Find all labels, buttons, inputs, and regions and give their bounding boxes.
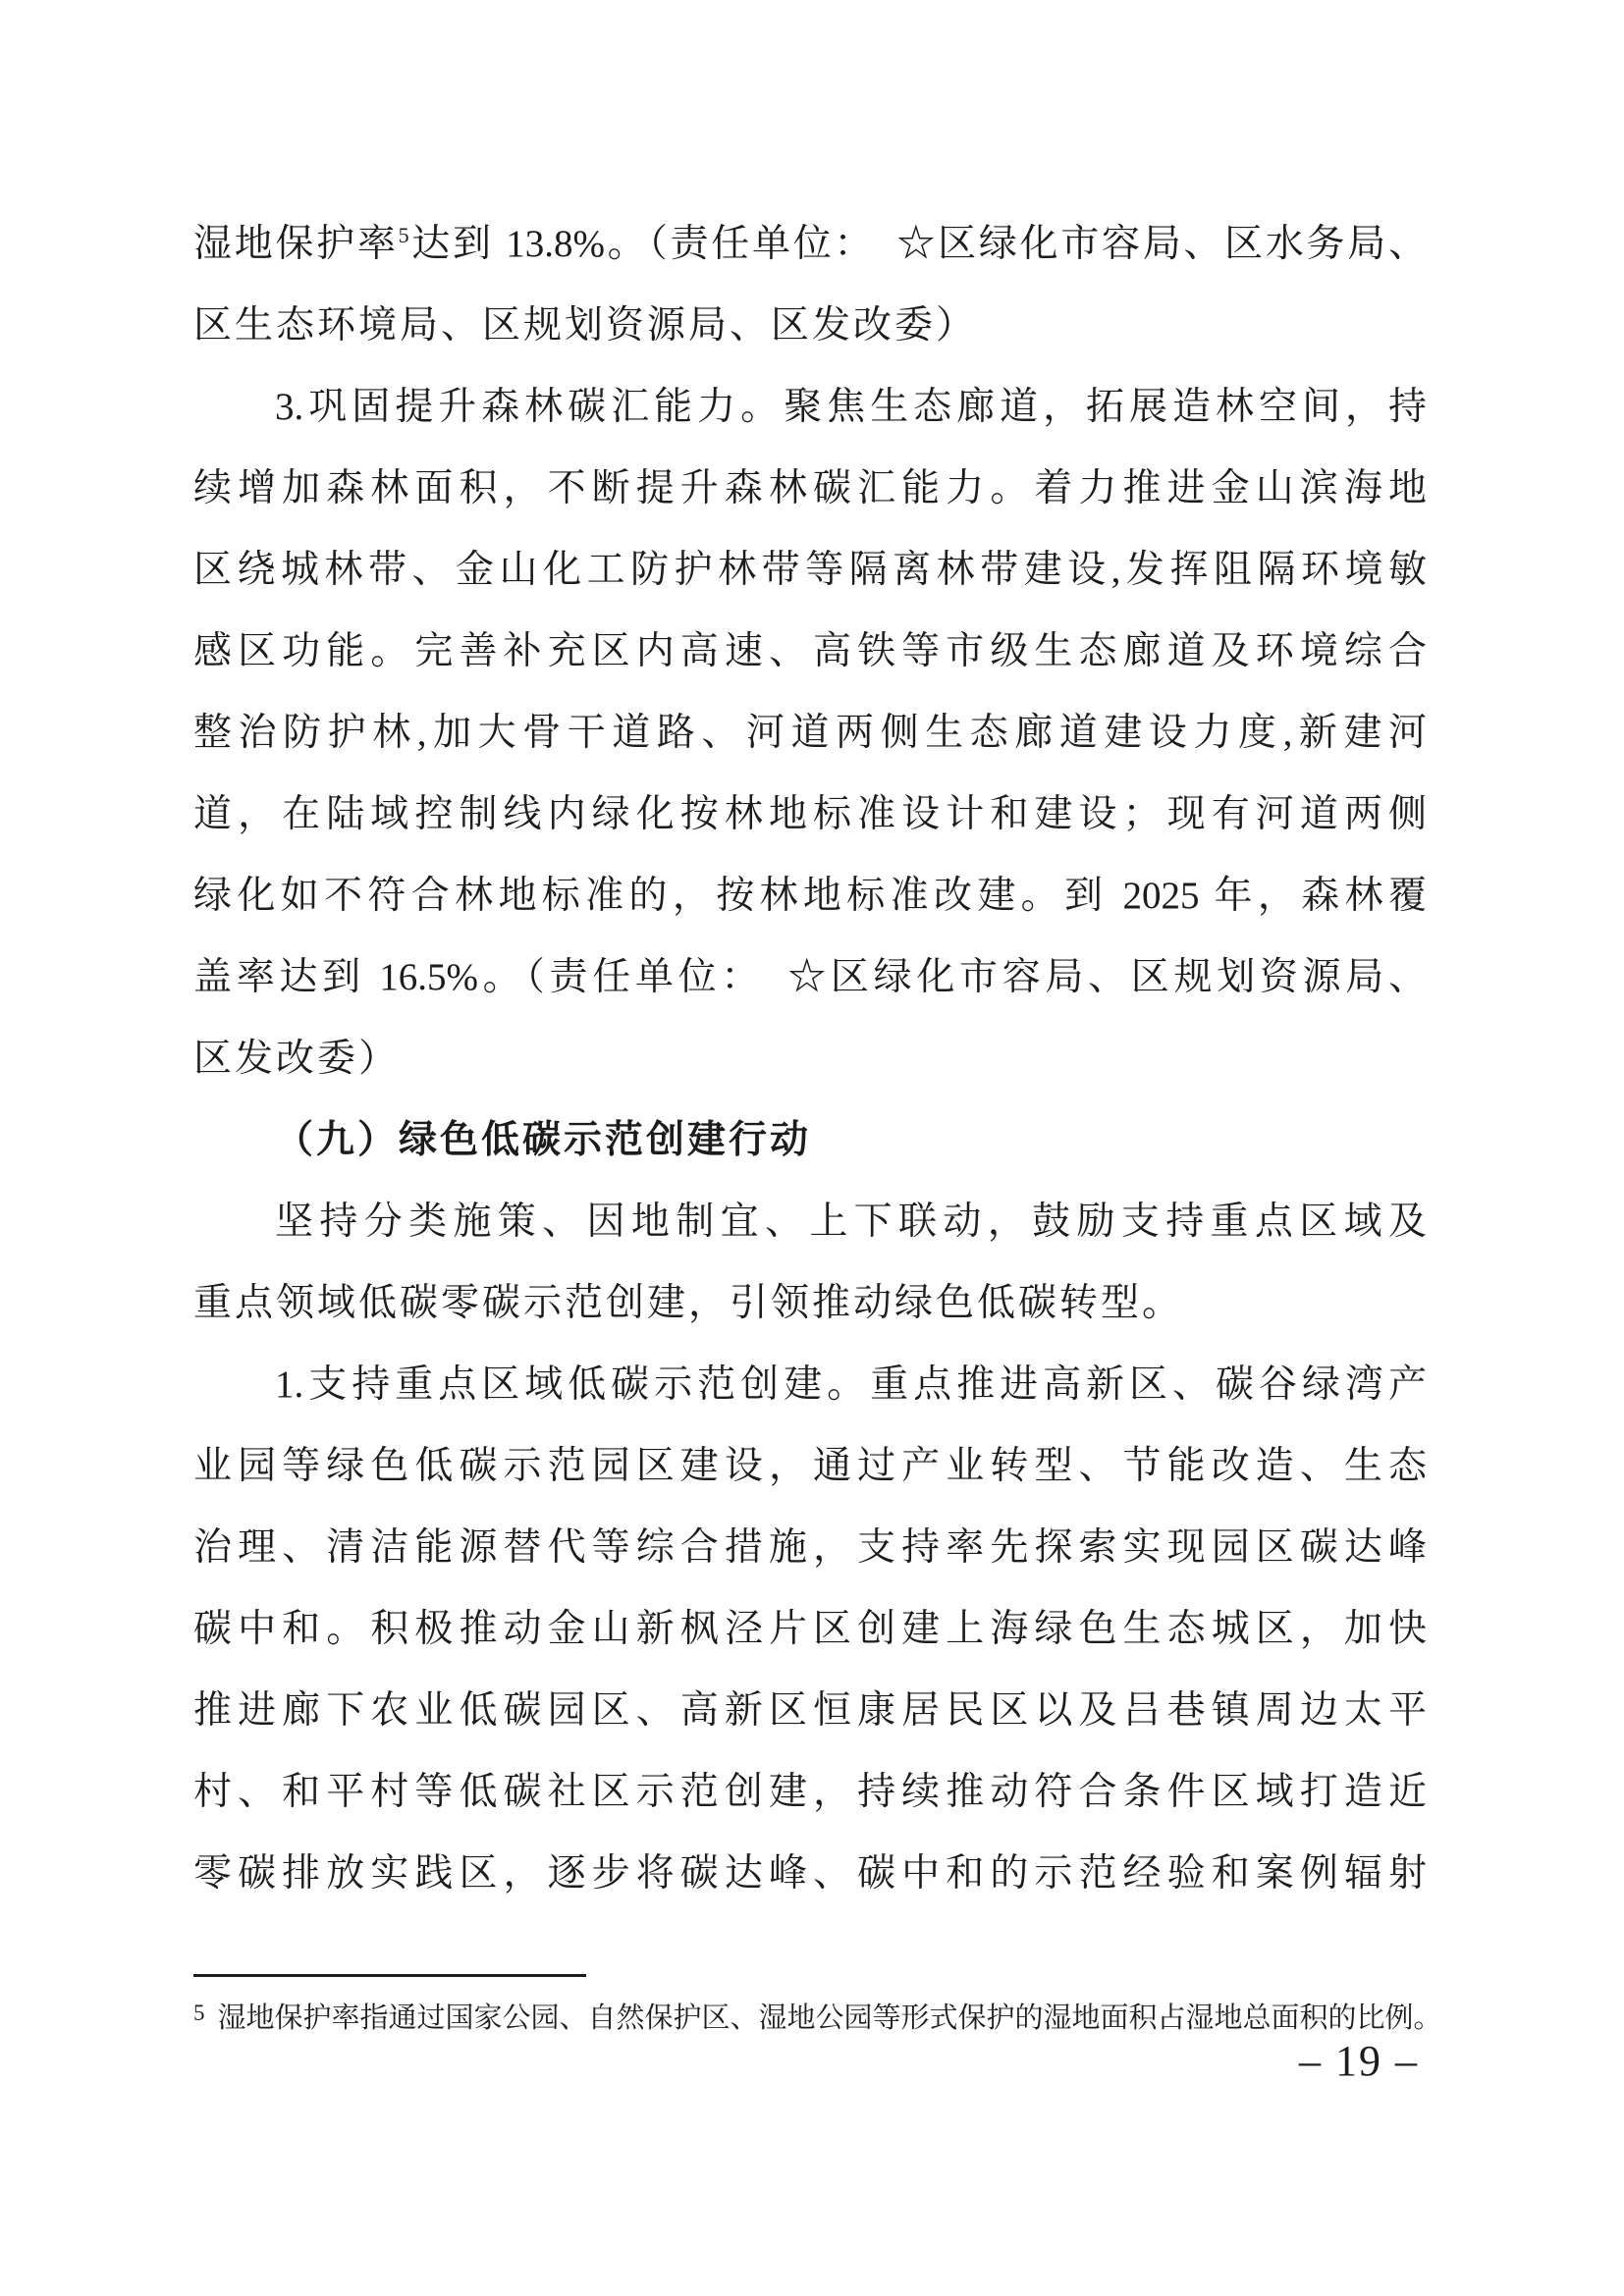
line-text: 重点领域低碳零碳示范创建，引领推动绿色低碳转型。 xyxy=(193,1282,1184,1324)
body-text-line xyxy=(193,774,1427,855)
body-text-line xyxy=(193,203,1427,285)
line-text: 治理、清洁能源替代等综合措施，支持率先探索实现园区碳达峰 xyxy=(193,1526,1427,1569)
line-text: 续增加森林面积，不断提升森林碳汇能力。着力推进金山滨海地 xyxy=(193,467,1427,509)
body-text-line xyxy=(193,1262,1427,1344)
line-text: 推进廊下农业低碳园区、高新区恒康居民区以及吕巷镇周边太平 xyxy=(193,1689,1427,1732)
document-body xyxy=(193,203,1427,1914)
line-text: （九）绿色低碳示范创建行动 xyxy=(275,1119,812,1161)
body-text-line xyxy=(193,1751,1427,1833)
footnote-reference: 5 xyxy=(398,223,409,247)
line-text: 1.支持重点区域低碳示范创建。重点推进高新区、碳谷绿湾产 xyxy=(275,1363,1427,1406)
line-text: 碳中和。积极推动金山新枫泾片区创建上海绿色生态城区，加快 xyxy=(193,1608,1427,1650)
body-text-line xyxy=(193,1507,1427,1588)
body-text-line xyxy=(193,936,1427,1018)
body-text-line xyxy=(193,529,1427,611)
line-text: 区绕城林带、金山化工防护林带等隔离林带建设,发挥阻隔环境敏 xyxy=(193,549,1427,591)
line-text: 感区功能。完善补充区内高速、高铁等市级生态廊道及环境综合 xyxy=(193,630,1427,672)
line-text: 村、和平村等低碳社区示范创建，持续推动符合条件区域打造近 xyxy=(193,1771,1427,1813)
body-text-line xyxy=(193,1018,1427,1099)
body-text-line xyxy=(193,692,1427,774)
line-text: 绿化如不符合林地标准的，按林地标准改建。到 2025 年，森林覆 xyxy=(193,875,1427,917)
line-text: 达到 13.8%。（责任单位： ☆区绿化市容局、区水务局、 xyxy=(408,223,1427,265)
page-number: – 19 – xyxy=(1299,2037,1419,2085)
body-text-line xyxy=(193,1833,1427,1914)
line-text: 零碳排放实践区，逐步将碳达峰、碳中和的示范经验和案例辐射 xyxy=(193,1852,1427,1895)
body-text-line xyxy=(193,366,1427,448)
line-text: 湿地保护率 xyxy=(193,223,399,265)
body-text-line xyxy=(193,1099,1427,1181)
line-text: 整治防护林,加大骨干道路、河道两侧生态廊道建设力度,新建河 xyxy=(193,712,1427,754)
footnote-marker: 5 xyxy=(193,2001,205,2025)
body-text-line xyxy=(193,1344,1427,1425)
body-text-line xyxy=(193,1588,1427,1670)
line-text: 道，在陆域控制线内绿化按林地标准设计和建设；现有河道两侧 xyxy=(193,793,1427,835)
line-text: 盖率达到 16.5%。（责任单位： ☆区绿化市容局、区规划资源局、 xyxy=(193,956,1427,998)
body-text-line xyxy=(193,855,1427,936)
line-text: 3.巩固提升森林碳汇能力。聚焦生态廊道，拓展造林空间，持 xyxy=(275,386,1427,428)
line-text: 区生态环境局、区规划资源局、区发改委） xyxy=(193,304,978,347)
footnote-separator xyxy=(193,1974,586,1977)
footnote xyxy=(193,1994,1509,2038)
body-text-line xyxy=(193,285,1427,366)
footnote-text: 湿地保护率指通过国家公园、自然保护区、湿地公园等形式保护的湿地面积占湿地总面积的比例。 xyxy=(217,2002,1442,2034)
body-text-line xyxy=(193,1670,1427,1751)
body-text-line xyxy=(193,1181,1427,1262)
line-text: 坚持分类施策、因地制宜、上下联动，鼓励支持重点区域及 xyxy=(275,1201,1427,1243)
body-text-line xyxy=(193,1425,1427,1507)
line-text: 业园等绿色低碳示范园区建设，通过产业转型、节能改造、生态 xyxy=(193,1445,1427,1487)
body-text-line xyxy=(193,448,1427,529)
body-text-line xyxy=(193,611,1427,692)
line-text: 区发改委） xyxy=(193,1038,401,1080)
